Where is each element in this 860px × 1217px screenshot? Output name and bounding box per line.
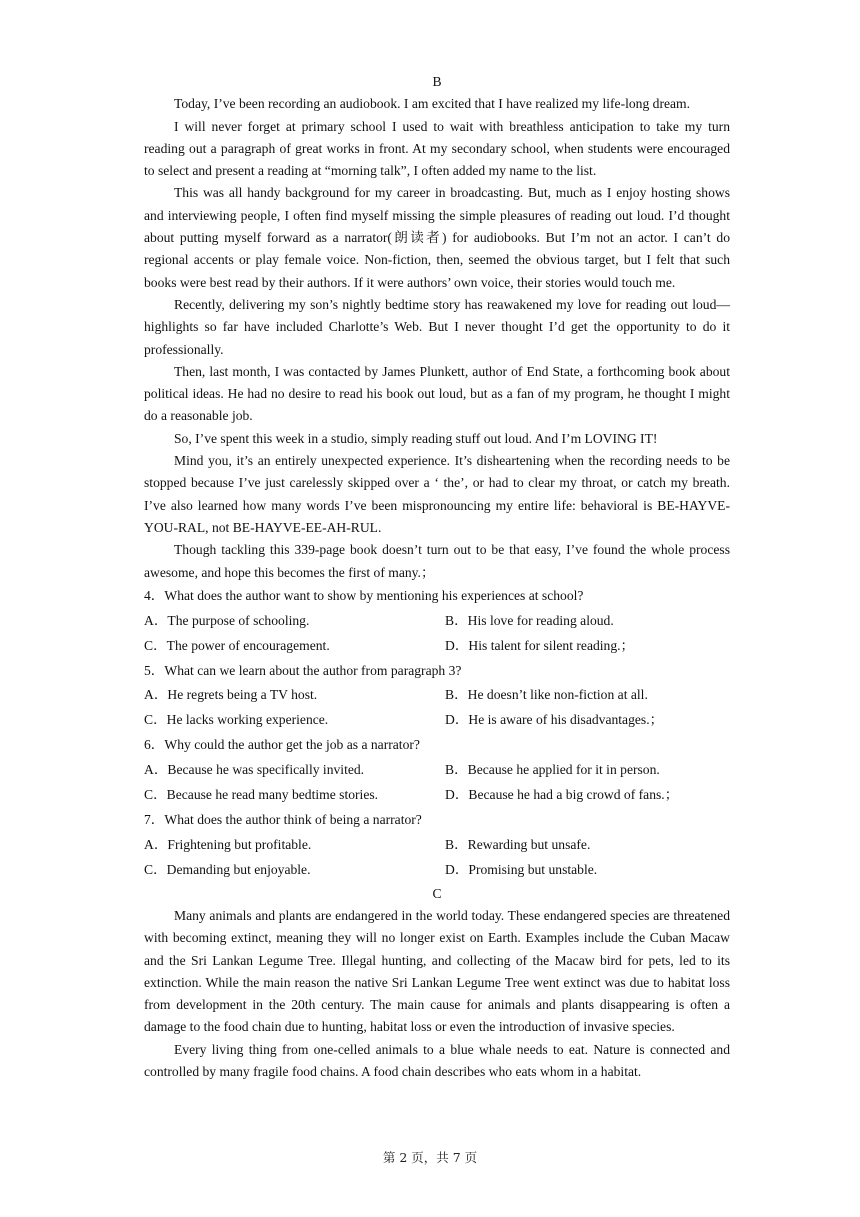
section-c-heading: C bbox=[432, 885, 442, 901]
option-b: B．Rewarding but unsafe. bbox=[445, 836, 591, 852]
section-b-paragraph-8: Though tackling this 339-page book doesn’t turn out to be that easy, I’ve found the whole process awesome, and hope this becomes the first of many.； bbox=[144, 542, 730, 580]
question-stem: 6．Why could the author get the job as a narrator? bbox=[144, 737, 420, 753]
question-5 bbox=[144, 659, 730, 734]
question-6 bbox=[144, 733, 730, 808]
question-options bbox=[144, 609, 730, 659]
section-c-paragraph-2: Every living thing from one-celled animals to a blue whale needs to eat. Nature is connected and controlled by many fragile food chains. A food chain describes who eats whom in a habitat. bbox=[144, 1041, 730, 1080]
section-b-paragraph-3: This was all handy background for my career in broadcasting. But, much as I enjoy hosting shows and interviewing people, I often find myself missing the simple pleasures of reading out loud. I’d thought about putting myself forward as a narrator(朗读者) for audiobooks. But I’m not an actor. I can’t do regional accents or play female voice. Non-fiction, then, seemed the obvious target, but I felt that such books were best read by their authors. If it were authors’ own voice, their stories would touch me. bbox=[144, 185, 730, 290]
section-b-heading: B bbox=[432, 74, 442, 89]
option-a: A．Frightening but profitable. bbox=[144, 836, 312, 852]
option-c: C．Because he read many bedtime stories. bbox=[144, 787, 379, 803]
question-options bbox=[144, 758, 730, 808]
question-stem: 5．What can we learn about the author from paragraph 3? bbox=[144, 662, 462, 678]
option-a: A．The purpose of schooling. bbox=[144, 612, 310, 628]
option-c: C．The power of encouragement. bbox=[144, 637, 330, 653]
page-footer: 第 2 页，共 7 页 bbox=[382, 1150, 478, 1165]
question-stem: 4．What does the author want to show by mentioning his experiences at school? bbox=[144, 587, 584, 603]
section-b-paragraph-7: Mind you, it’s an entirely unexpected experience. It’s disheartening when the recording needs to be stopped because I’ve just carelessly skipped over a ‘ the’, or had to clear my throat, or catch my breath. I’ve also learned how many words I’ve been mispronouncing my entire life: behavioral is BE-HAYVE-YOU-RAL, not BE-HAYVE-EE-AH-RUL. bbox=[144, 453, 730, 535]
option-d: D．His talent for silent reading.； bbox=[445, 637, 635, 653]
page-content bbox=[144, 71, 730, 1083]
option-d: D．Because he had a big crowd of fans.； bbox=[445, 787, 679, 803]
option-c: C．He lacks working experience. bbox=[144, 712, 329, 728]
question-options bbox=[144, 833, 730, 883]
question-7 bbox=[144, 808, 730, 883]
section-b-paragraph-6: So, I’ve spent this week in a studio, simply reading stuff out loud. And I’m LOVING IT! bbox=[174, 430, 658, 446]
option-d: D．Promising but unstable. bbox=[445, 861, 598, 877]
option-d: D．He is aware of his disadvantages.； bbox=[445, 712, 664, 728]
option-a: A．He regrets being a TV host. bbox=[144, 687, 318, 703]
section-b-paragraph-5: Then, last month, I was contacted by James Plunkett, author of End State, a forthcoming book about political ideas. He had no desire to read his book out loud, but as a fan of my program, he thought I might do a reasonable job. bbox=[144, 363, 730, 424]
option-a: A．Because he was specifically invited. bbox=[144, 762, 365, 778]
option-b: B．His love for reading aloud. bbox=[445, 612, 614, 628]
question-4 bbox=[144, 584, 730, 659]
section-b-paragraph-1: Today, I’ve been recording an audiobook. I am excited that I have realized my life-long dream. bbox=[174, 96, 691, 112]
option-b: B．Because he applied for it in person. bbox=[445, 762, 660, 778]
section-b-paragraph-4: Recently, delivering my son’s nightly bedtime story has reawakened my love for reading out loud—highlights so far have included Charlotte’s Web. But I never thought I’d get the opportunity to do it professionally. bbox=[144, 296, 730, 357]
question-options bbox=[144, 683, 730, 733]
section-b-paragraph-2: I will never forget at primary school I used to wait with breathless anticipation to take my turn reading out a paragraph of great works in front. At my secondary school, when students were encouraged to select and present a reading at “morning talk”, I often added my name to the list. bbox=[144, 118, 730, 179]
option-c: C．Demanding but enjoyable. bbox=[144, 861, 311, 877]
option-b: B．He doesn’t like non-fiction at all. bbox=[445, 687, 648, 703]
section-c-paragraph-1: Many animals and plants are endangered in the world today. These endangered species are threatened with becoming extinct, meaning they will no longer exist on Earth. Examples include the Cuban Macaw and the Sri Lankan Legume Tree. Illegal hunting, and collecting of the Macaw bird for pets, led to its extinction. While the main reason the native Sri Lankan Legume Tree went extinct was due to habitat loss from development in the 20th century. The main cause for animals and plants disappearing is often a damage to the food chain due to hunting, habitat loss or even the introduction of invasive species. bbox=[144, 908, 730, 1035]
question-stem: 7．What does the author think of being a narrator? bbox=[144, 811, 422, 827]
